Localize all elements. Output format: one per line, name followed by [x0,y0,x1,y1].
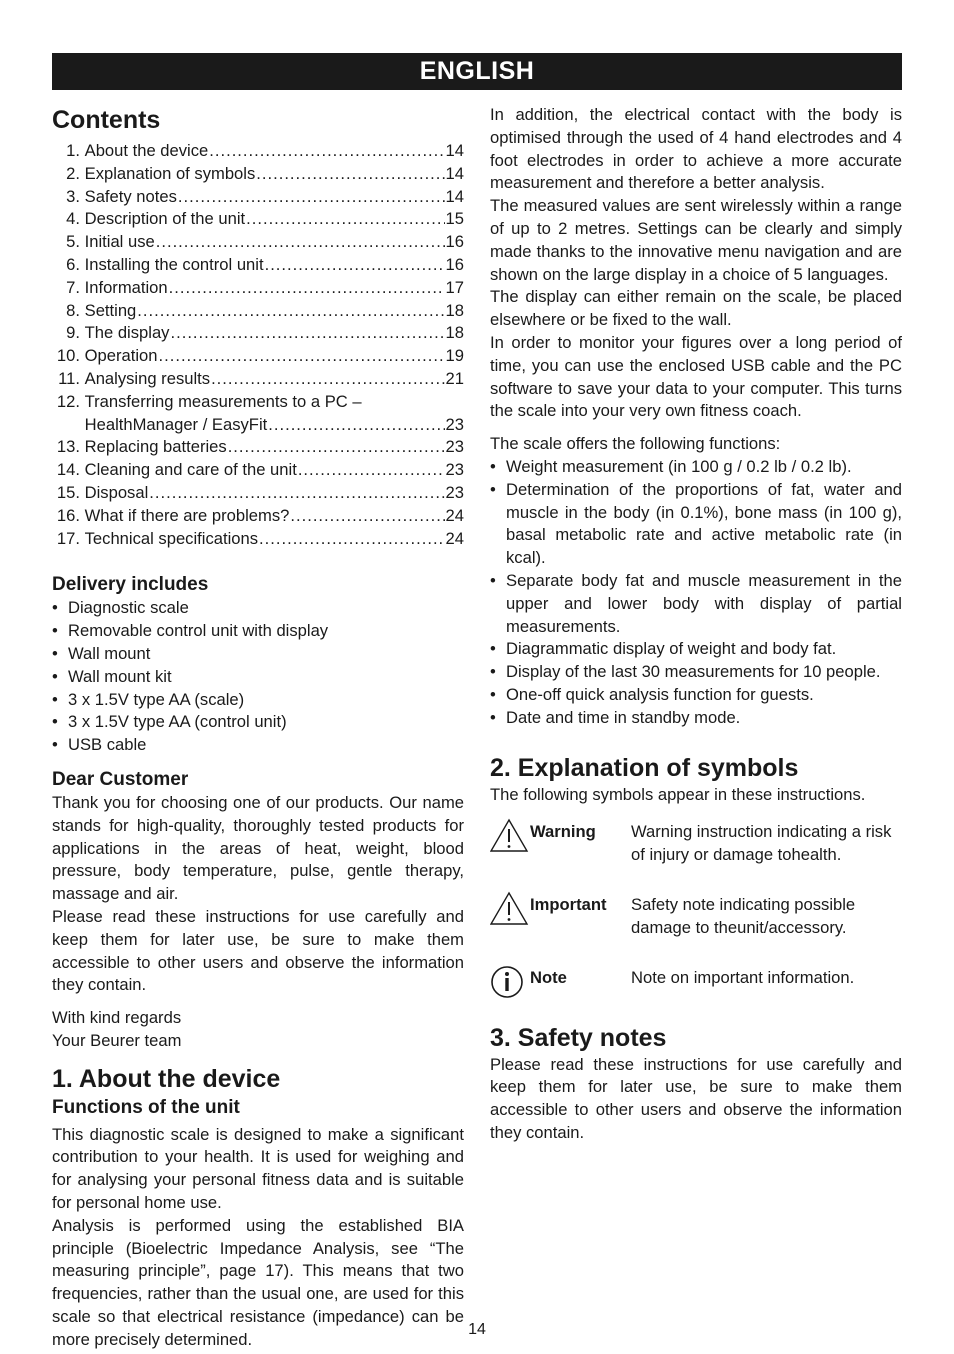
toc-item[interactable] [52,528,464,551]
toc-page: 21 [445,368,464,388]
contents-title: Contents [52,106,161,134]
toc-page: 23 [445,482,464,502]
safety-paragraph: Please read these instructions for use carefully and keep them for later use, be sure to make them accessible to other users and observe the information they contain. [490,1054,902,1142]
toc-num: 13. [56,437,80,457]
about-paragraph: Analysis is performed using the established BIA principle (Bioelectric Impedance Analysis, see “The measuring principle”, page 17). This means that two frequencies, rather than the usual one, are used for this scale so that electrical resistance (impedance) can be more precisely determined. [52,1215,464,1349]
language-banner: ENGLISH [52,53,902,90]
toc-page: 18 [445,300,464,320]
symbol-description: Safety note indicating possible damage to theunit/accessory. [631,894,856,937]
toc-label: What if there are problems? [84,505,290,525]
left-column [52,104,464,1352]
toc-item[interactable] [52,254,464,277]
functions-subtitle: Functions of the unit [52,1096,240,1118]
symbol-row-warning [490,818,902,867]
toc-item[interactable] [52,208,464,231]
safety-title: 3. Safety notes [490,1023,667,1052]
symbol-name: Important [530,894,607,914]
toc-page: 19 [445,346,464,366]
toc-num: 16. [56,505,80,525]
delivery-title: Delivery includes [52,574,209,596]
toc-num: 10. [56,346,80,366]
toc-item[interactable] [52,436,464,459]
toc-label: Setting [84,300,137,320]
toc-label: Description of the unit [84,209,246,229]
toc-page: 23 [445,437,464,457]
list-item: • Wall mount [52,643,464,666]
toc-item[interactable] [52,300,464,323]
symbol-row-note [490,964,902,1000]
toc-label: Explanation of symbols [84,163,256,183]
functions-intro: The scale offers the following functions: [490,434,781,454]
toc-item[interactable] [52,505,464,528]
toc-label: Technical specifications [84,528,259,548]
functions-list [490,456,902,730]
toc-page: 14 [445,186,464,206]
toc-item[interactable] [52,231,464,254]
about-paragraph: The measured values are sent wirelessly within a range of up to 2 metres. Settings can be clearly and simply made thanks to the innovative menu navigation and are shown on the large display in a choice of 5 languages. [490,196,902,284]
warning-triangle-icon [490,818,530,854]
toc-label: Safety notes [84,186,177,206]
symbol-name: Warning [530,822,596,842]
toc-page: 23 [445,414,464,434]
list-item: • Wall mount kit [52,666,464,689]
customer-paragraph: Please read these instructions for use carefully and keep them for later use, be sure to make them accessible to other users and observe the information they contain. [52,906,464,995]
toc-label: Cleaning and care of the unit [84,460,297,480]
symbol-description: Warning instruction indicating a risk of injury or damage tohealth. [631,822,892,865]
toc-item[interactable] [52,482,464,505]
toc-num: 3. [66,186,80,206]
list-item: • Weight measurement (in 100 g / 0.2 lb / 0.2 lb). [490,456,902,479]
list-item: • 3 x 1.5V type AA (scale) [52,689,464,712]
symbol-description: Note on important information. [631,967,855,987]
toc-num: 5. [66,232,80,252]
toc-num: 2. [66,163,80,183]
toc-num: 11. [58,368,80,388]
toc-label: Installing the control unit [84,254,264,274]
toc-label: HealthManager / EasyFit [84,414,268,434]
toc-num: 6. [66,254,80,274]
list-item: • Diagnostic scale [52,597,464,620]
toc-label: Replacing batteries [84,437,227,457]
toc-num: 12. [56,391,80,411]
toc-page: 18 [445,323,464,343]
symbol-name: Note [530,967,567,987]
toc-page: 17 [445,277,464,297]
toc-item-continued[interactable] [52,414,464,437]
list-item: • Determination of the proportions of fat, water and muscle in the body (in 0.1%), bone mass (in 100 g), basal metabolic rate and active metabolic rate (in kcal). [490,479,902,570]
about-title: 1. About the device [52,1064,281,1093]
toc-num: 1. [66,141,80,160]
toc-label: Analysing results [84,368,211,388]
regards-signature: Your Beurer team [52,1030,182,1050]
toc-num: 9. [66,323,80,343]
toc-page: 24 [445,528,464,548]
toc-item[interactable] [52,345,464,368]
list-item: • One-off quick analysis function for guests. [490,684,902,707]
delivery-list [52,597,464,757]
toc-label: Operation [84,346,158,366]
toc-page: 16 [445,254,464,274]
toc-num: 7. [66,277,80,297]
page-number: 14 [468,1321,486,1338]
about-paragraph: The display can either remain on the scale, be placed elsewhere or be fixed to the wall. [490,287,902,330]
toc-item[interactable] [52,322,464,345]
symbols-title: 2. Explanation of symbols [490,753,799,782]
toc-label: Information [84,277,168,297]
toc-item[interactable] [52,140,464,163]
list-item: • Date and time in standby mode. [490,707,902,730]
toc-page: 14 [445,163,464,183]
toc-num: 4. [66,209,80,229]
toc-label: Transferring measurements to a PC – [84,391,362,411]
list-item: • USB cable [52,734,464,757]
toc-page: 23 [445,460,464,480]
symbols-intro: The following symbols appear in these instructions. [490,784,866,804]
list-item: • 3 x 1.5V type AA (control unit) [52,711,464,734]
about-paragraph: This diagnostic scale is designed to make a significant contribution to your health. It is used for weighing and for analysing your personal fitness data and is suitable for personal home use. [52,1124,464,1213]
warning-triangle-icon [490,891,530,927]
toc-item[interactable] [52,163,464,186]
toc-num: 17. [56,528,80,548]
toc-label: Initial use [84,232,155,252]
info-circle-icon [490,964,530,1000]
toc-page: 15 [445,209,464,229]
toc-item[interactable] [52,391,464,414]
toc-label: Disposal [84,482,149,502]
toc-item[interactable] [52,368,464,391]
toc-num: 8. [66,300,80,320]
toc-item[interactable] [52,277,464,300]
about-paragraph: In addition, the electrical contact with the body is optimised through the used of 4 hand electrodes and 4 foot electrodes in order to achieve a more accurate measurement and therefore a better analysis. [490,105,902,193]
toc-label: About the device [84,141,209,160]
toc-page: 14 [445,141,464,160]
list-item: • Separate body fat and muscle measurement in the upper and lower body with display of partial measurements. [490,570,902,638]
customer-paragraph: Thank you for choosing one of our products. Our name stands for high-quality, thoroughly tested products for applications in the areas of heat, weight, blood pressure, body temperature, pulse, gentle therapy, massage and air. [52,792,464,904]
table-of-contents [52,140,464,550]
toc-label: The display [84,323,170,343]
customer-title: Dear Customer [52,768,189,790]
toc-num: 14. [56,460,80,480]
symbol-row-important [490,891,902,940]
list-item: • Removable control unit with display [52,620,464,643]
list-item: • Display of the last 30 measurements for 10 people. [490,661,902,684]
toc-page: 16 [445,232,464,252]
toc-num: 15. [56,482,80,502]
right-column [490,104,902,1145]
toc-item[interactable] [52,186,464,209]
toc-item[interactable] [52,459,464,482]
about-paragraph: In order to monitor your figures over a long period of time, you can use the enclosed USB cable and the PC software to save your data to your computer. This turns the scale into your very own fitness coach. [490,332,902,421]
regards-line: With kind regards [52,1008,182,1028]
list-item: • Diagrammatic display of weight and body fat. [490,638,902,661]
toc-page: 24 [445,505,464,525]
